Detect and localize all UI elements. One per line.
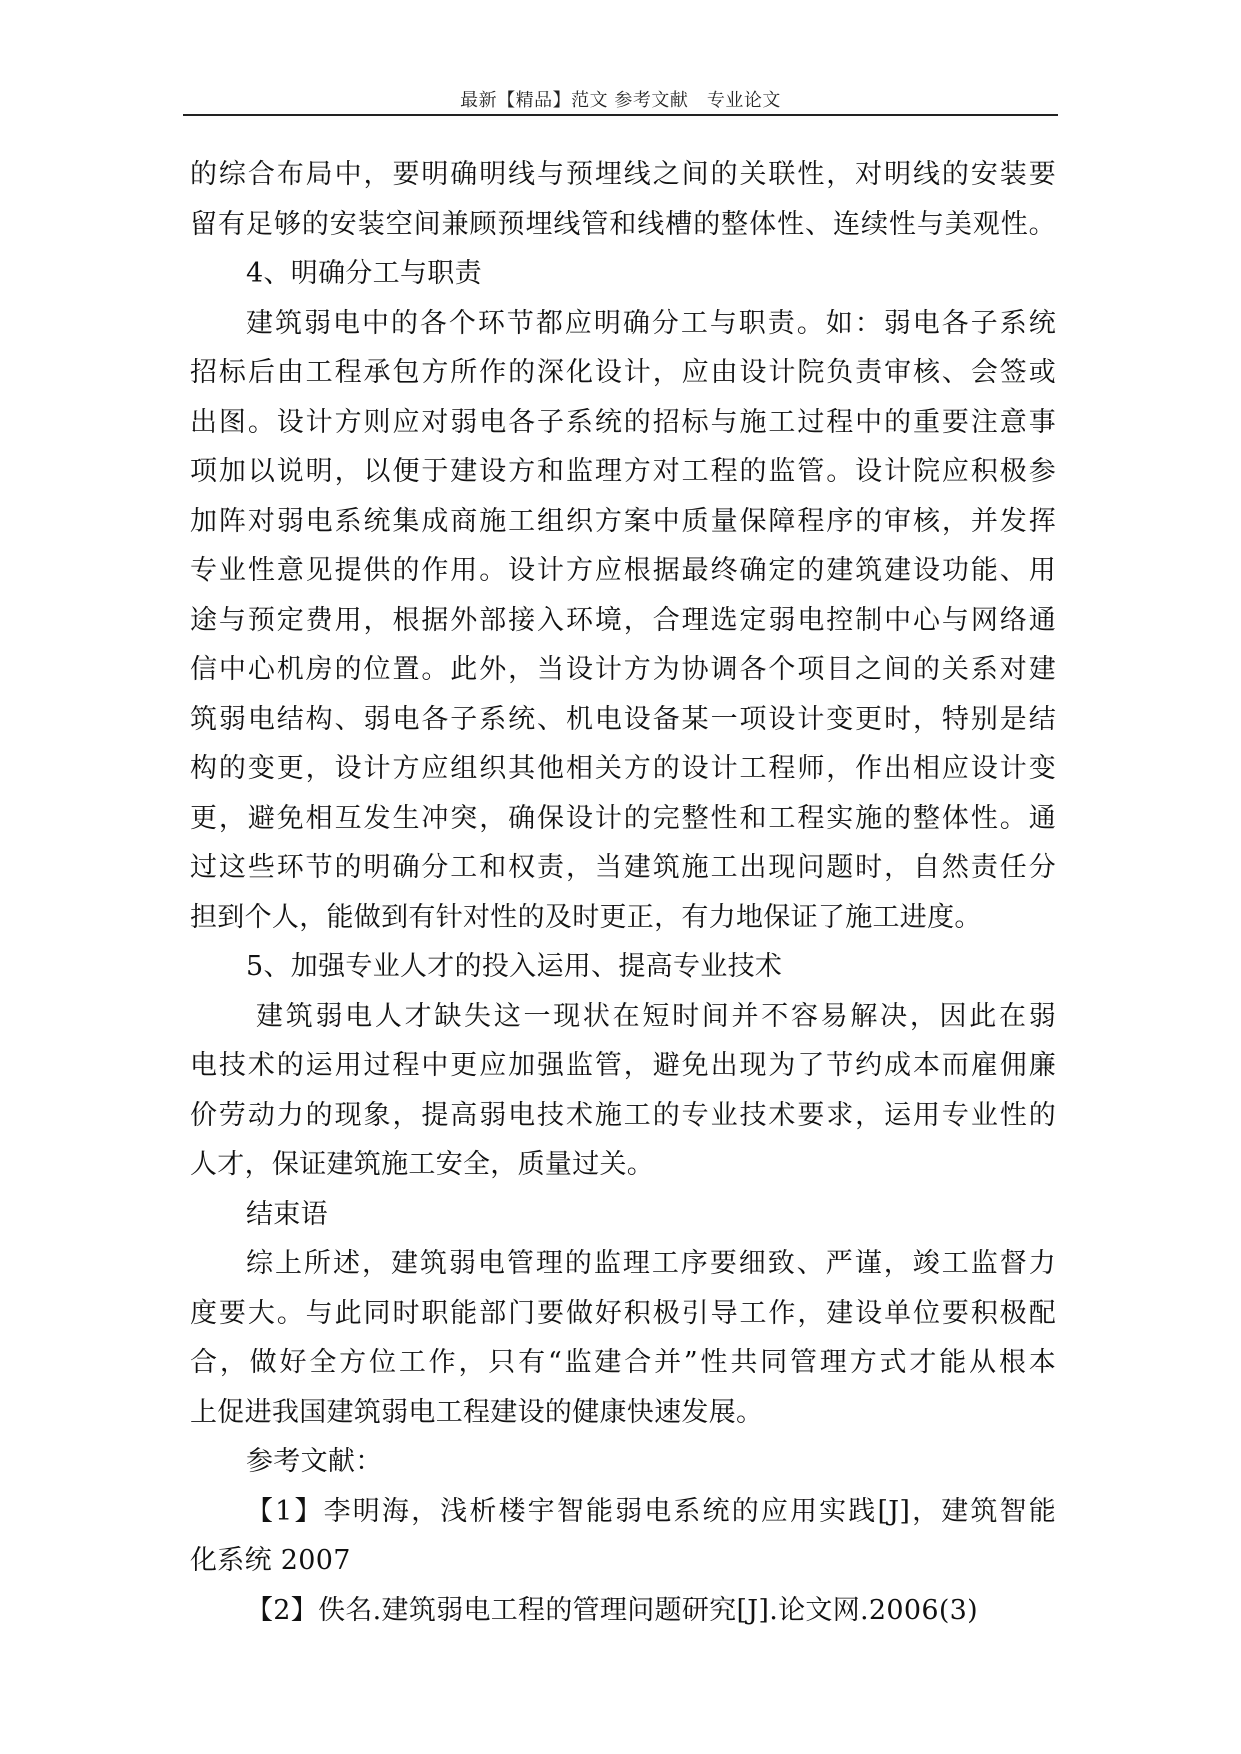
body-line: 度要大。与此同时职能部门要做好积极引导工作，建设单位要积极配: [190, 1297, 1056, 1329]
body-line: 招标后由工程承包方所作的深化设计，应由设计院负责审核、会签或: [190, 357, 1056, 388]
body-line: 合，做好全方位工作，只有“监建合并”性共同管理方式才能从根本: [190, 1347, 1056, 1378]
section-heading: 5、加强专业人才的投入运用、提高专业技术: [246, 951, 783, 982]
body-line: 的综合布局中，要明确明线与预埋线之间的关联性，对明线的安装要: [190, 159, 1056, 190]
header-divider: [183, 114, 1058, 116]
body-line: 信中心机房的位置。此外，当设计方为协调各个项目之间的关系对建: [190, 654, 1056, 685]
body-line: 人才，保证建筑施工安全，质量过关。: [190, 1149, 655, 1180]
document-body: [190, 150, 1056, 1635]
body-line: 加阵对弱电系统集成商施工组织方案中质量保障程序的审核，并发挥: [190, 505, 1056, 537]
reference-line: 【2】佚名.建筑弱电工程的管理问题研究[J].论文网.2006(3): [246, 1594, 978, 1626]
reference-line: 【1】李明海，浅析楼宇智能弱电系统的应用实践[J]，建筑智能: [246, 1495, 1056, 1527]
body-line: 途与预定费用，根据外部接入环境，合理选定弱电控制中心与网络通: [190, 604, 1056, 636]
body-line: 担到个人，能做到有针对性的及时更正，有力地保证了施工进度。: [190, 901, 982, 933]
body-line: 电技术的运用过程中更应加强监管，避免出现为了节约成本而雇佣廉: [190, 1050, 1056, 1081]
references-heading: 参考文献：: [246, 1446, 383, 1477]
body-line: 上促进我国建筑弱电工程建设的健康快速发展。: [190, 1396, 764, 1428]
body-line: 构的变更，设计方应组织其他相关方的设计工程师，作出相应设计变: [190, 753, 1056, 784]
section-heading: 结束语: [246, 1198, 328, 1230]
page-header: 最新【精品】范文 参考文献 专业论文: [460, 90, 781, 111]
body-line: 更，避免相互发生冲突，确保设计的完整性和工程实施的整体性。通: [190, 802, 1056, 834]
body-line: 筑弱电结构、弱电各子系统、机电设备某一项设计变更时，特别是结: [190, 703, 1056, 735]
reference-line: 化系统 2007: [190, 1545, 351, 1576]
body-line: 专业性意见提供的作用。设计方应根据最终确定的建筑建设功能、用: [190, 555, 1056, 586]
body-line: 出图。设计方则应对弱电各子系统的招标与施工过程中的重要注意事: [190, 406, 1056, 438]
body-line: 留有足够的安装空间兼顾预埋线管和线槽的整体性、连续性与美观性。: [190, 208, 1056, 240]
body-line: 建筑弱电人才缺失这一现状在短时间并不容易解决，因此在弱: [256, 1000, 1056, 1032]
body-line: 项加以说明，以便于建设方和监理方对工程的监管。设计院应积极参: [190, 456, 1056, 487]
body-line: 建筑弱电中的各个环节都应明确分工与职责。如：弱电各子系统: [246, 307, 1056, 339]
section-heading: 4、明确分工与职责: [246, 258, 482, 289]
body-line: 过这些环节的明确分工和权责，当建筑施工出现问题时，自然责任分: [190, 852, 1056, 883]
body-line: 价劳动力的现象，提高弱电技术施工的专业技术要求，运用专业性的: [190, 1099, 1056, 1131]
body-line: 综上所述，建筑弱电管理的监理工序要细致、严谨，竣工监督力: [246, 1248, 1056, 1279]
